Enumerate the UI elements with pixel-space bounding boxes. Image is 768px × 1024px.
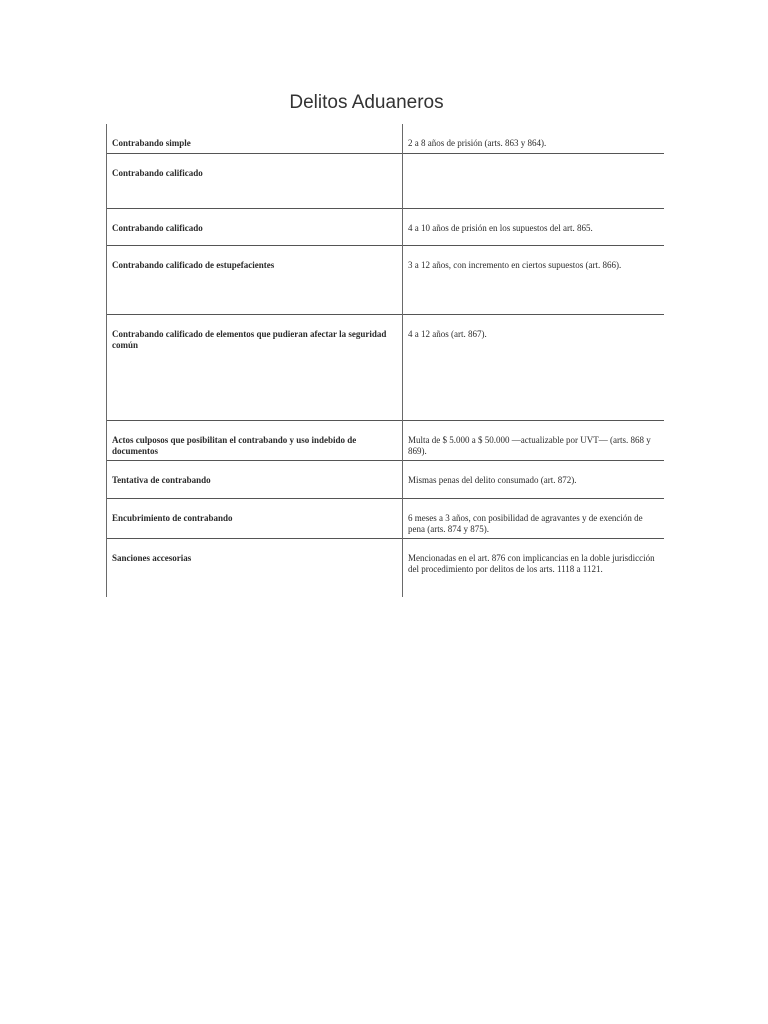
table-row bbox=[107, 498, 664, 538]
table-row bbox=[107, 314, 664, 420]
offense-cell: Contrabando simple bbox=[107, 124, 403, 153]
penalty-cell: 2 a 8 años de prisión (arts. 863 y 864). bbox=[403, 124, 664, 153]
penalty-cell bbox=[403, 153, 664, 208]
offense-cell: Tentativa de contrabando bbox=[107, 460, 403, 498]
penalty-cell: Mencionadas en el art. 876 con implicancias en la doble jurisdicción del procedimiento por delitos de los arts. 1118 a 1121. bbox=[403, 538, 664, 597]
penalty-cell: 4 a 10 años de prisión en los supuestos del art. 865. bbox=[403, 208, 664, 245]
penalty-cell: Mismas penas del delito consumado (art. 872). bbox=[403, 460, 664, 498]
table-row bbox=[107, 245, 664, 314]
table-row bbox=[107, 124, 664, 153]
offense-cell: Encubrimiento de contrabando bbox=[107, 498, 403, 538]
offense-cell: Contrabando calificado bbox=[107, 153, 403, 208]
offense-cell: Actos culposos que posibilitan el contrabando y uso indebido de documentos bbox=[107, 420, 403, 460]
penalty-cell: 3 a 12 años, con incremento en ciertos supuestos (art. 866). bbox=[403, 245, 664, 314]
page-title: Delitos Aduaneros bbox=[289, 92, 444, 113]
table-row bbox=[107, 460, 664, 498]
offense-cell: Contrabando calificado de estupefacientes bbox=[107, 245, 403, 314]
table-row bbox=[107, 208, 664, 245]
offense-cell: Contrabando calificado bbox=[107, 208, 403, 245]
penalty-cell: 6 meses a 3 años, con posibilidad de agravantes y de exención de pena (arts. 874 y 875). bbox=[403, 498, 664, 538]
penalty-cell: Multa de $ 5.000 a $ 50.000 —actualizable por UVT— (arts. 868 y 869). bbox=[403, 420, 664, 460]
customs-offenses-table bbox=[106, 124, 664, 597]
offense-cell: Sanciones accesorias bbox=[107, 538, 403, 597]
penalty-cell: 4 a 12 años (art. 867). bbox=[403, 314, 664, 420]
offense-cell: Contrabando calificado de elementos que pudieran afectar la seguridad común bbox=[107, 314, 403, 420]
table-row bbox=[107, 420, 664, 460]
table-row bbox=[107, 153, 664, 208]
table-row bbox=[107, 538, 664, 597]
